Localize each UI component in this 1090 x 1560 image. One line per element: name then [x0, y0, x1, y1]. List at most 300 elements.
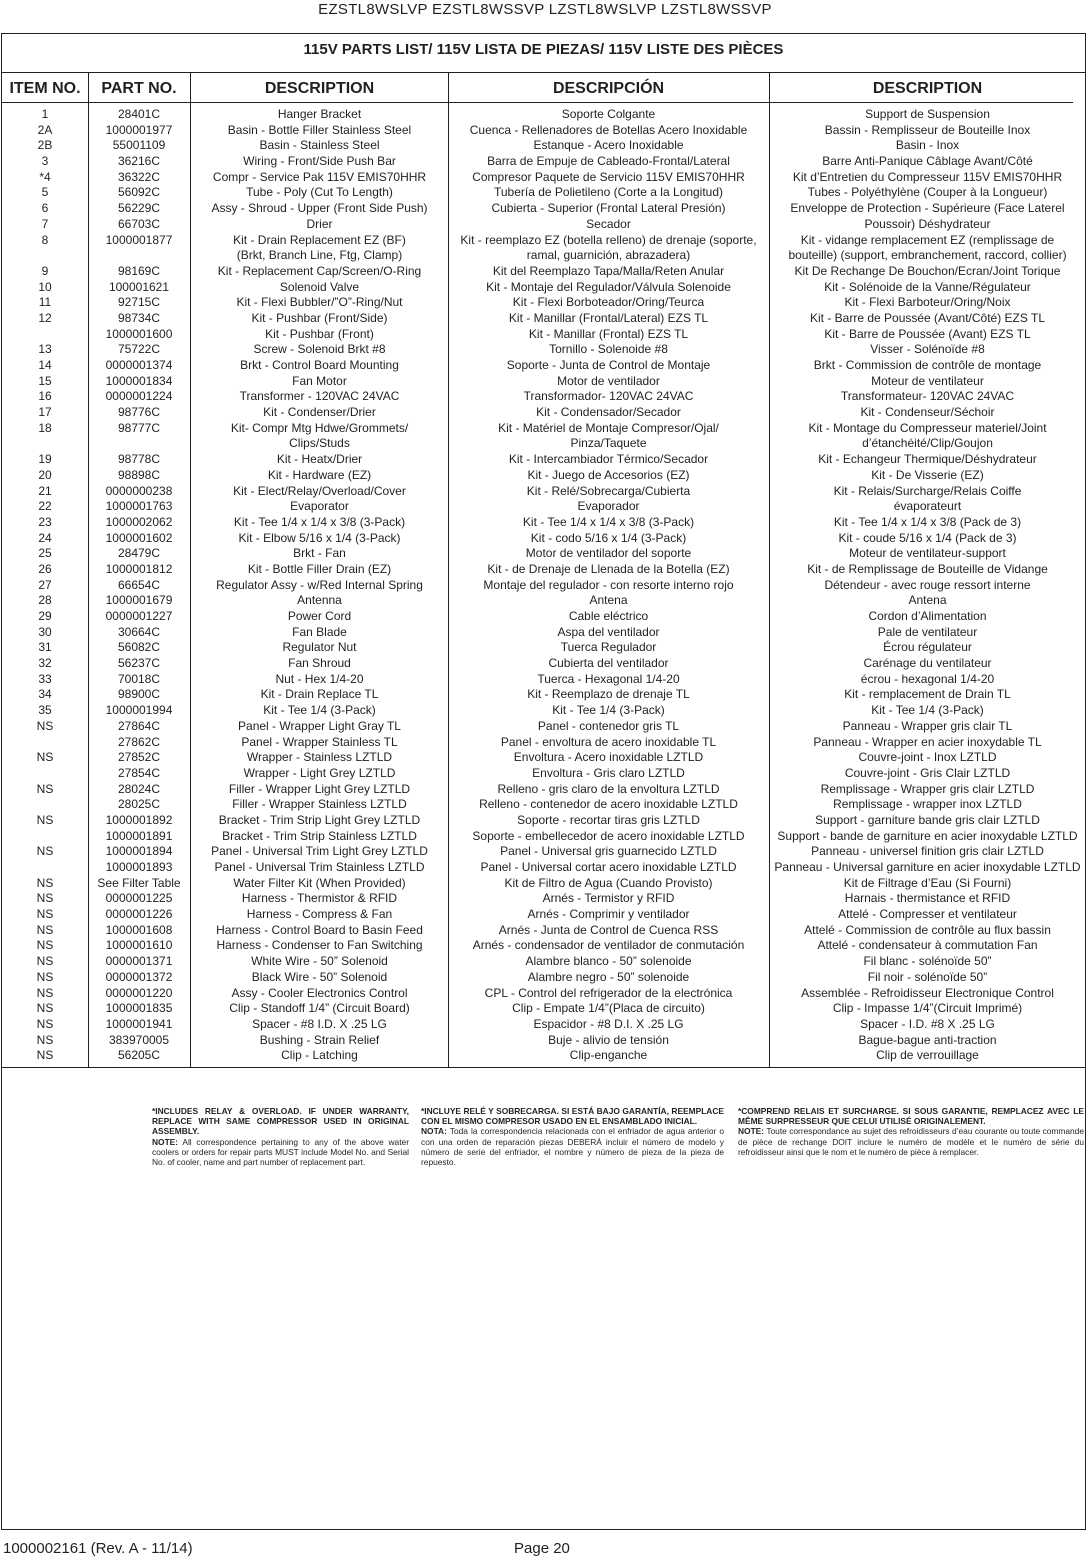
item-number: 9	[41, 263, 49, 278]
description-en: Evaporator	[290, 499, 349, 514]
description-es: Kit - Intercambiador Térmico/Secador	[508, 452, 709, 467]
description-fr: Assemblée - Refroidisseur Electronique Control	[801, 985, 1054, 1000]
item-number: 5	[41, 185, 49, 200]
item-number: 31	[38, 640, 52, 655]
item-number: 20	[38, 467, 52, 482]
table-row	[2, 374, 1085, 390]
description-fr: Moteur de ventilateur-support	[849, 546, 1006, 561]
note-text-es: Toda la correspondencia relacionada con el enfriador de agua anterior o con una orden de reparación piezas DEBERÁ incluir el número de modelo y número de serie del enfriador, el nombre y número de pieza de la pieza de repuesto.	[421, 1126, 724, 1168]
description-en: Fan Blade	[292, 624, 347, 639]
parts-list-frame	[1, 33, 1086, 1530]
description-en: Compr - Service Pak 115V EMIS70HHR	[212, 169, 427, 184]
description-en: Basin - Stainless Steel	[259, 138, 380, 153]
item-number: 25	[38, 546, 52, 561]
table-row	[2, 123, 1085, 139]
description-fr: Carénage du ventilateur	[863, 656, 992, 671]
table-row	[2, 609, 1085, 625]
description-fr: Kit - remplacement de Drain TL	[844, 687, 1011, 702]
part-number: 1000001600	[105, 326, 173, 341]
item-number: 19	[38, 452, 52, 467]
description-es: Transformador- 120VAC 24VAC	[523, 389, 694, 404]
page-number: Page 20	[514, 1540, 570, 1557]
description-es: Cubierta del ventilador	[548, 656, 669, 671]
table-row	[2, 813, 1085, 829]
description-en: Kit - Drain Replacement EZ (BF)	[233, 232, 406, 247]
description-es: Panel - Universal gris guarnecido LZTLD	[500, 844, 717, 859]
description-en: Kit - Heatx/Drier	[276, 452, 363, 467]
item-number: 34	[38, 687, 52, 702]
table-row	[2, 562, 1085, 578]
description-fr: Clip - Impasse 1/4”(Circuit Imprimé)	[832, 1001, 1023, 1016]
part-number: 27864C	[117, 718, 161, 733]
description-es: Espacidor - #8 D.I. X .25 LG	[533, 1016, 684, 1031]
description-fr: Support de Suspension	[865, 107, 990, 121]
item-number: NS	[36, 954, 54, 969]
description-fr: Poussoir) Déshydrateur	[864, 216, 991, 231]
description-en: Regulator Nut	[282, 640, 357, 655]
item-number: NS	[36, 969, 54, 984]
description-fr: Clip de verrouillage	[876, 1048, 979, 1063]
description-en: Drier	[306, 216, 333, 231]
description-en: Kit - Hardware (EZ)	[267, 467, 372, 482]
description-en: Transformer - 120VAC 24VAC	[239, 389, 400, 404]
description-es: Soporte - Junta de Control de Montaje	[506, 358, 711, 372]
description-fr: Fil blanc - solénoïde 50”	[863, 954, 992, 969]
description-es: Buje - alivio de tensión	[548, 1032, 669, 1047]
description-en: Harness - Thermistor & RFID	[241, 891, 398, 906]
table-row	[2, 625, 1085, 641]
description-fr: Enveloppe de Protection - Supérieure (Face Laterel	[790, 201, 1065, 216]
description-es: Clip - Empate 1/4”(Placa de circuito)	[512, 1001, 705, 1016]
description-es: Cubierta - Superior (Frontal Lateral Presión)	[491, 201, 726, 216]
description-en: Panel - Universal Trim Stainless LZTLD	[214, 860, 425, 874]
item-number: NS	[36, 985, 54, 1000]
item-number: 27	[38, 577, 52, 592]
item-number: NS	[36, 938, 54, 953]
description-fr: Kit - Condenseur/Séchoir	[860, 405, 995, 420]
table-row	[2, 468, 1085, 484]
table-row	[2, 154, 1085, 170]
description-es: Kit - codo 5/16 x 1/4 (3-Pack)	[530, 530, 687, 545]
table-row	[2, 405, 1085, 421]
table-row	[2, 1048, 1085, 1064]
description-es: Envoltura - Gris claro LZTLD	[532, 765, 685, 780]
description-fr: Panneau - universel finition gris clair LZTLD	[811, 844, 1044, 859]
table-row	[2, 248, 1085, 264]
part-number: 0000000238	[105, 483, 173, 498]
table-row	[2, 295, 1085, 311]
description-fr: Panneau - Universal garniture en acier inoxydable LZTLD	[774, 860, 1081, 874]
description-en: Screw - Solenoid Brkt #8	[253, 342, 386, 357]
description-en: (Brkt, Branch Line, Ftg, Clamp)	[236, 248, 403, 263]
item-number: 21	[38, 483, 52, 498]
item-number: 23	[38, 514, 52, 529]
description-es: Motor de ventilador del soporte	[525, 546, 692, 561]
item-number: 29	[38, 609, 52, 623]
part-number: 27862C	[117, 734, 161, 749]
description-fr: Kit d’Entretien du Compresseur 115V EMIS70HHR	[792, 169, 1063, 184]
description-fr: Kit de Filtrage d’Eau (Si Fourni)	[843, 875, 1012, 890]
description-es: Cable eléctrico	[568, 609, 649, 623]
description-fr: Barre Anti-Panique Câblage Avant/Côté	[822, 154, 1033, 169]
table-row	[2, 986, 1085, 1002]
description-en: Solenoid Valve	[279, 279, 360, 294]
description-fr: Brkt - Commission de contrôle de montage	[813, 358, 1042, 372]
table-row	[2, 782, 1085, 798]
part-number: 28024C	[117, 781, 161, 796]
part-number: 36216C	[117, 154, 161, 169]
description-en: Antenna	[297, 593, 342, 608]
description-en: Kit - Flexi Bubbler/”O”-Ring/Nut	[236, 295, 403, 310]
description-fr: Bassin - Remplisseur de Bouteille Inox	[824, 122, 1031, 137]
item-number: 13	[38, 342, 52, 357]
description-es: Tuerca Regulador	[560, 640, 657, 655]
item-number: NS	[36, 750, 54, 765]
description-fr: Kit - Montage du Compresseur materiel/Joint	[808, 420, 1047, 435]
description-en: Clip - Latching	[281, 1048, 358, 1063]
part-number: 70018C	[117, 671, 161, 686]
item-number: 2A	[37, 122, 53, 137]
description-es: Kit - Manillar (Frontal) EZS TL	[528, 326, 689, 341]
item-number: NS	[36, 1032, 54, 1047]
description-fr: Détendeur - avec rouge ressort interne	[824, 577, 1031, 592]
description-fr: Spacer - I.D. #8 X .25 LG	[860, 1016, 995, 1031]
description-en: Harness - Control Board to Basin Feed	[216, 922, 423, 937]
part-number: 56092C	[117, 185, 161, 200]
description-fr: Pale de ventilateur	[877, 624, 978, 639]
table-row	[2, 107, 1085, 123]
description-fr: Kit - vidange remplacement EZ (remplissage de	[800, 232, 1055, 247]
description-es: Kit - Flexi Borboteador/Oring/Teurca	[512, 295, 705, 310]
item-number: NS	[36, 844, 54, 859]
part-number: 1000001941	[105, 1016, 173, 1031]
description-en: Bracket - Trim Strip Stainless LZTLD	[222, 828, 417, 843]
description-es: Clip-enganche	[569, 1048, 648, 1063]
description-es: Kit - de Drenaje de Llenada de la Botella (EZ)	[487, 561, 730, 576]
note-lead-en: *INCLUDES RELAY & OVERLOAD. IF UNDER WARRANTY, REPLACE WITH SAME COMPRESSOR USED IN ORIGINAL ASSEMBLY.	[152, 1106, 409, 1137]
description-fr: Visser - Solénoïde #8	[870, 342, 985, 357]
description-fr: d’étanchéité/Clip/Goujon	[862, 436, 993, 451]
item-number: 12	[38, 310, 52, 325]
note-label-fr: NOTE:	[738, 1126, 765, 1137]
table-row	[2, 499, 1085, 515]
description-es: Soporte - recortar tiras gris LZTLD	[517, 812, 700, 827]
description-es: Kit del Reemplazo Tapa/Malla/Reten Anular	[492, 263, 725, 278]
part-number: 28401C	[117, 107, 161, 121]
item-number: 24	[38, 530, 52, 545]
description-fr: Écrou régulateur	[883, 640, 972, 655]
description-en: Spacer - #8 I.D. X .25 LG	[252, 1016, 387, 1031]
item-number: 6	[41, 201, 49, 216]
column-header-description-es: DESCRIPCIÓN	[552, 80, 665, 97]
description-fr: Kit - Tee 1/4 (3-Pack)	[871, 703, 984, 718]
description-en: Kit- Compr Mtg Hdwe/Grommets/	[230, 420, 409, 435]
description-fr: Moteur de ventilateur	[871, 373, 984, 388]
item-number: 3	[41, 154, 49, 169]
description-es: Kit - reemplazo EZ (botella relleno) de drenaje (soporte,	[460, 232, 757, 247]
note-label-es: NOTA:	[421, 1126, 447, 1137]
description-fr: Couvre-joint - Inox LZTLD	[858, 750, 997, 765]
part-number: 1000001602	[105, 530, 173, 545]
table-row	[2, 1017, 1085, 1033]
part-number: 98169C	[117, 263, 161, 278]
part-number: 92715C	[117, 295, 161, 310]
description-fr: Kit - Tee 1/4 x 1/4 x 3/8 (Pack de 3)	[833, 514, 1022, 529]
description-es: Montaje del regulador - con resorte interno rojo	[483, 577, 734, 592]
part-number: 1000001610	[105, 938, 173, 953]
description-fr: Support - bande de garniture en acier inoxydable LZTLD	[777, 828, 1078, 843]
description-fr: Basin - Inox	[895, 138, 960, 153]
description-es: Arnés - Junta de Control de Cuenca RSS	[498, 922, 719, 937]
description-en: Black Wire - 50” Solenoid	[251, 969, 388, 984]
table-row	[2, 484, 1085, 500]
item-number: 28	[38, 593, 52, 608]
table-row	[2, 640, 1085, 656]
table-row	[2, 860, 1085, 876]
description-fr: Kit De Rechange De Bouchon/Ecran/Joint Torique	[794, 263, 1061, 278]
description-en: Kit - Elect/Relay/Overload/Cover	[233, 483, 406, 498]
part-number: 30664C	[117, 624, 161, 639]
item-number: 18	[38, 420, 52, 435]
description-en: Kit - Drain Replace TL	[260, 687, 379, 702]
item-number: 33	[38, 671, 52, 686]
column-header-part-no: PART NO.	[101, 80, 177, 97]
description-en: Clip - Standoff 1/4” (Circuit Board)	[229, 1001, 410, 1016]
description-en: Panel - Wrapper Light Gray TL	[238, 718, 401, 733]
table-row	[2, 970, 1085, 986]
item-number: 22	[38, 499, 52, 514]
item-number: NS	[36, 891, 54, 906]
description-en: Wrapper - Stainless LZTLD	[246, 750, 393, 765]
description-fr: Kit - Relais/Surcharge/Relais Coiffe	[833, 483, 1022, 498]
description-en: Panel - Wrapper Stainless TL	[241, 734, 398, 749]
table-bottom-rule	[2, 1067, 1085, 1068]
table-row	[2, 546, 1085, 562]
part-number: 98777C	[117, 420, 161, 435]
part-number: 28479C	[117, 546, 161, 561]
table-row	[2, 797, 1085, 813]
part-number: 0000001371	[105, 954, 173, 969]
item-number: 8	[41, 232, 49, 247]
item-number: 14	[38, 358, 52, 372]
part-number: 75722C	[117, 342, 161, 357]
item-number: NS	[36, 781, 54, 796]
part-number: 0000001220	[105, 985, 173, 1000]
parts-list-title: 115V PARTS LIST/ 115V LISTA DE PIEZAS/ 115V LISTE DES PIÈCES	[303, 41, 784, 58]
description-es: Cuenca - Rellenadores de Botellas Acero Inoxidable	[469, 122, 748, 137]
description-en: Kit - Replacement Cap/Screen/O-Ring	[217, 263, 422, 278]
part-number: 1000001834	[105, 373, 173, 388]
part-number: 0000001225	[105, 891, 173, 906]
part-number: 98778C	[117, 452, 161, 467]
description-es: Tornillo - Solenoide #8	[549, 342, 668, 357]
column-header-description-fr: DESCRIPTION	[872, 80, 983, 97]
item-number: 2B	[37, 138, 53, 153]
part-number: 1000002062	[105, 514, 173, 529]
table-row	[2, 672, 1085, 688]
description-es: Alambre blanco - 50” solenoide	[525, 954, 692, 969]
item-number: NS	[36, 1016, 54, 1031]
part-number: 1000001994	[105, 703, 173, 718]
model-numbers-header: EZSTL8WSLVP EZSTL8WSSVP LZSTL8WSLVP LZSTL8WSSVP	[318, 1, 772, 18]
table-row	[2, 656, 1085, 672]
description-fr: bouteille) (support, embranchement, raccord, collier)	[788, 248, 1067, 263]
description-fr: Kit - coude 5/16 x 1/4 (Pack de 3)	[838, 530, 1017, 545]
item-number: *4	[39, 169, 51, 184]
description-es: Arnés - Comprimir y ventilador	[527, 907, 690, 922]
table-row	[2, 938, 1085, 954]
part-number: 1000001835	[105, 1001, 173, 1016]
part-number: 1000001892	[105, 812, 173, 827]
description-en: Water Filter Kit (When Provided)	[233, 875, 406, 890]
part-number: 56237C	[117, 656, 161, 671]
description-fr: Kit - Echangeur Thermique/Déshydrateur	[818, 452, 1037, 467]
table-row	[2, 876, 1085, 892]
table-row	[2, 844, 1085, 860]
description-es: Secador	[586, 216, 631, 231]
description-es: Kit - Juego de Accesorios (EZ)	[527, 467, 690, 482]
description-es: Kit - Tee 1/4 x 1/4 x 3/8 (3-Pack)	[522, 514, 695, 529]
description-fr: Kit - De Visserie (EZ)	[871, 467, 984, 482]
note-lead-es: *INCLUYE RELÉ Y SOBRECARGA. SI ESTÁ BAJO GARANTÍA, REEMPLACE CON EL MISMO COMPRESOR USADO EN EL ENSAMBLADO INICIAL.	[421, 1106, 724, 1127]
item-number: 11	[38, 295, 52, 310]
part-number: 1000001877	[105, 232, 173, 247]
description-es: Compresor Paquete de Servicio 115V EMIS70HHR	[472, 169, 745, 184]
description-fr: Bague-bague anti-traction	[858, 1032, 997, 1047]
description-es: Kit de Filtro de Agua (Cuando Provisto)	[504, 875, 713, 890]
description-fr: Kit - de Remplissage de Bouteille de Vidange	[807, 561, 1048, 576]
description-en: Wrapper - Light Grey LZTLD	[243, 765, 396, 780]
description-en: Brkt - Control Board Mounting	[240, 358, 399, 372]
table-row	[2, 389, 1085, 405]
description-es: Antena	[589, 593, 628, 608]
part-number: 1000001608	[105, 922, 173, 937]
table-row	[2, 578, 1085, 594]
part-number: 1000001977	[105, 122, 173, 137]
note-text-fr: Toute correspondance au sujet des refroidisseurs d’eau courante ou toute commande de pièce de rechange DOIT inclure le numéro de modèle et le numéro de série du refroidisseur ainsi que le nom et le numéro de pièce à remplacer.	[738, 1126, 1084, 1157]
description-en: Assy - Shroud - Upper (Front Side Push)	[211, 201, 428, 216]
description-fr: Transformateur- 120VAC 24VAC	[840, 389, 1015, 404]
description-fr: Panneau - Wrapper gris clair TL	[842, 718, 1013, 733]
description-en: Harness - Condenser to Fan Switching	[216, 938, 423, 953]
part-number: 55001109	[112, 138, 166, 153]
description-es: Tubería de Polietileno (Corte a la Longitud)	[493, 185, 724, 200]
description-fr: Couvre-joint - Gris Clair LZTLD	[844, 765, 1011, 780]
item-number: 30	[38, 624, 52, 639]
title-divider	[2, 72, 1085, 73]
table-row	[2, 907, 1085, 923]
part-number: 56205C	[117, 1048, 161, 1063]
table-row	[2, 452, 1085, 468]
item-number: NS	[36, 718, 54, 733]
part-number: 27852C	[117, 750, 161, 765]
item-number: 7	[41, 216, 49, 231]
table-row	[2, 891, 1085, 907]
description-en: Kit - Pushbar (Front/Side)	[251, 310, 388, 325]
table-row	[2, 531, 1085, 547]
item-number: NS	[36, 1048, 54, 1063]
description-es: Soporte - embellecedor de acero inoxidable LZTLD	[472, 828, 745, 843]
table-row	[2, 138, 1085, 154]
part-number: 1000001679	[105, 593, 173, 608]
table-row	[2, 719, 1085, 735]
part-number: 98898C	[117, 467, 161, 482]
description-es: ramal, guarnición, abrazadera)	[526, 248, 691, 263]
table-row	[2, 766, 1085, 782]
part-number: 98734C	[117, 310, 161, 325]
description-es: Relleno - gris claro de la envoltura LZTLD	[497, 781, 720, 796]
description-fr: Cordon d’Alimentation	[868, 609, 987, 623]
description-es: Evaporador	[577, 499, 640, 514]
description-fr: évaporateurt	[893, 499, 962, 514]
part-number: 66654C	[117, 577, 161, 592]
description-fr: Kit - Flexi Barboteur/Oring/Noix	[844, 295, 1011, 310]
description-en: Brkt - Fan	[293, 546, 346, 561]
description-en: Tube - Poly (Cut To Length)	[246, 185, 393, 200]
description-fr: Kit - Solénoide de la Vanne/Régulateur	[824, 279, 1031, 294]
part-number: 36322C	[117, 169, 161, 184]
table-row	[2, 436, 1085, 452]
part-number: 66703C	[117, 216, 161, 231]
description-es: Panel - Universal cortar acero inoxidable LZTLD	[480, 860, 737, 874]
description-fr: Panneau - Wrapper en acier inoxydable TL	[813, 734, 1042, 749]
item-number: NS	[36, 907, 54, 922]
notes-french	[738, 1106, 1084, 1157]
description-fr: Harnais - thermistance et RFID	[844, 891, 1011, 906]
description-en: Filler - Wrapper Light Grey LZTLD	[228, 781, 411, 796]
description-fr: Kit - Barre de Poussée (Avant/Côté) EZS TL	[810, 310, 1045, 325]
note-text-en: All correspondence pertaining to any of the above water coolers or orders for repair parts MUST include Model No. and Serial No. of cooler, name and part number of replacement part.	[152, 1136, 409, 1168]
description-en: Bracket - Trim Strip Light Grey LZTLD	[218, 812, 421, 827]
part-number: 100001621	[108, 279, 170, 294]
item-number: 26	[38, 561, 52, 576]
table-row	[2, 342, 1085, 358]
description-es: Kit - Matériel de Montaje Compresor/Ojal/	[498, 420, 719, 435]
item-number: 35	[38, 703, 52, 718]
part-number: 56082C	[117, 640, 161, 655]
description-es: Envoltura - Acero inoxidable LZTLD	[513, 750, 704, 765]
part-number: 0000001372	[105, 969, 173, 984]
table-row	[2, 1001, 1085, 1017]
description-fr: Attelé - Commission de contrôle au flux bassin	[804, 922, 1051, 937]
table-row	[2, 515, 1085, 531]
document-revision: 1000002161 (Rev. A - 11/14)	[3, 1540, 193, 1557]
description-fr: Support - garniture bande gris clair LZTLD	[815, 812, 1040, 827]
description-en: Kit - Condenser/Drier	[263, 405, 376, 420]
part-number: 1000001894	[105, 844, 173, 859]
part-number: See Filter Table	[97, 875, 181, 890]
description-es: Pinza/Taquete	[570, 436, 647, 451]
description-es: Kit - Manillar (Frontal/Lateral) EZS TL	[508, 310, 709, 325]
header-divider	[2, 102, 1073, 103]
description-es: Tuerca - Hexagonal 1/4-20	[537, 671, 680, 686]
description-es: Kit - Reemplazo de drenaje TL	[527, 687, 690, 702]
part-number: 98776C	[117, 405, 161, 420]
description-en: Basin - Bottle Filler Stainless Steel	[227, 122, 412, 137]
table-row	[2, 185, 1085, 201]
description-en: Clips/Studs	[289, 436, 350, 451]
table-row	[2, 923, 1085, 939]
description-es: Kit - Relé/Sobrecarga/Cubierta	[526, 483, 691, 498]
item-number: NS	[36, 922, 54, 937]
description-en: Power Cord	[287, 609, 352, 623]
part-number: 98900C	[117, 687, 161, 702]
description-fr: Tubes - Polyéthylène (Couper à la Longueur)	[807, 185, 1048, 200]
part-number: 0000001224	[105, 389, 173, 404]
table-row	[2, 750, 1085, 766]
item-number: 10	[38, 279, 52, 294]
item-number: NS	[36, 875, 54, 890]
